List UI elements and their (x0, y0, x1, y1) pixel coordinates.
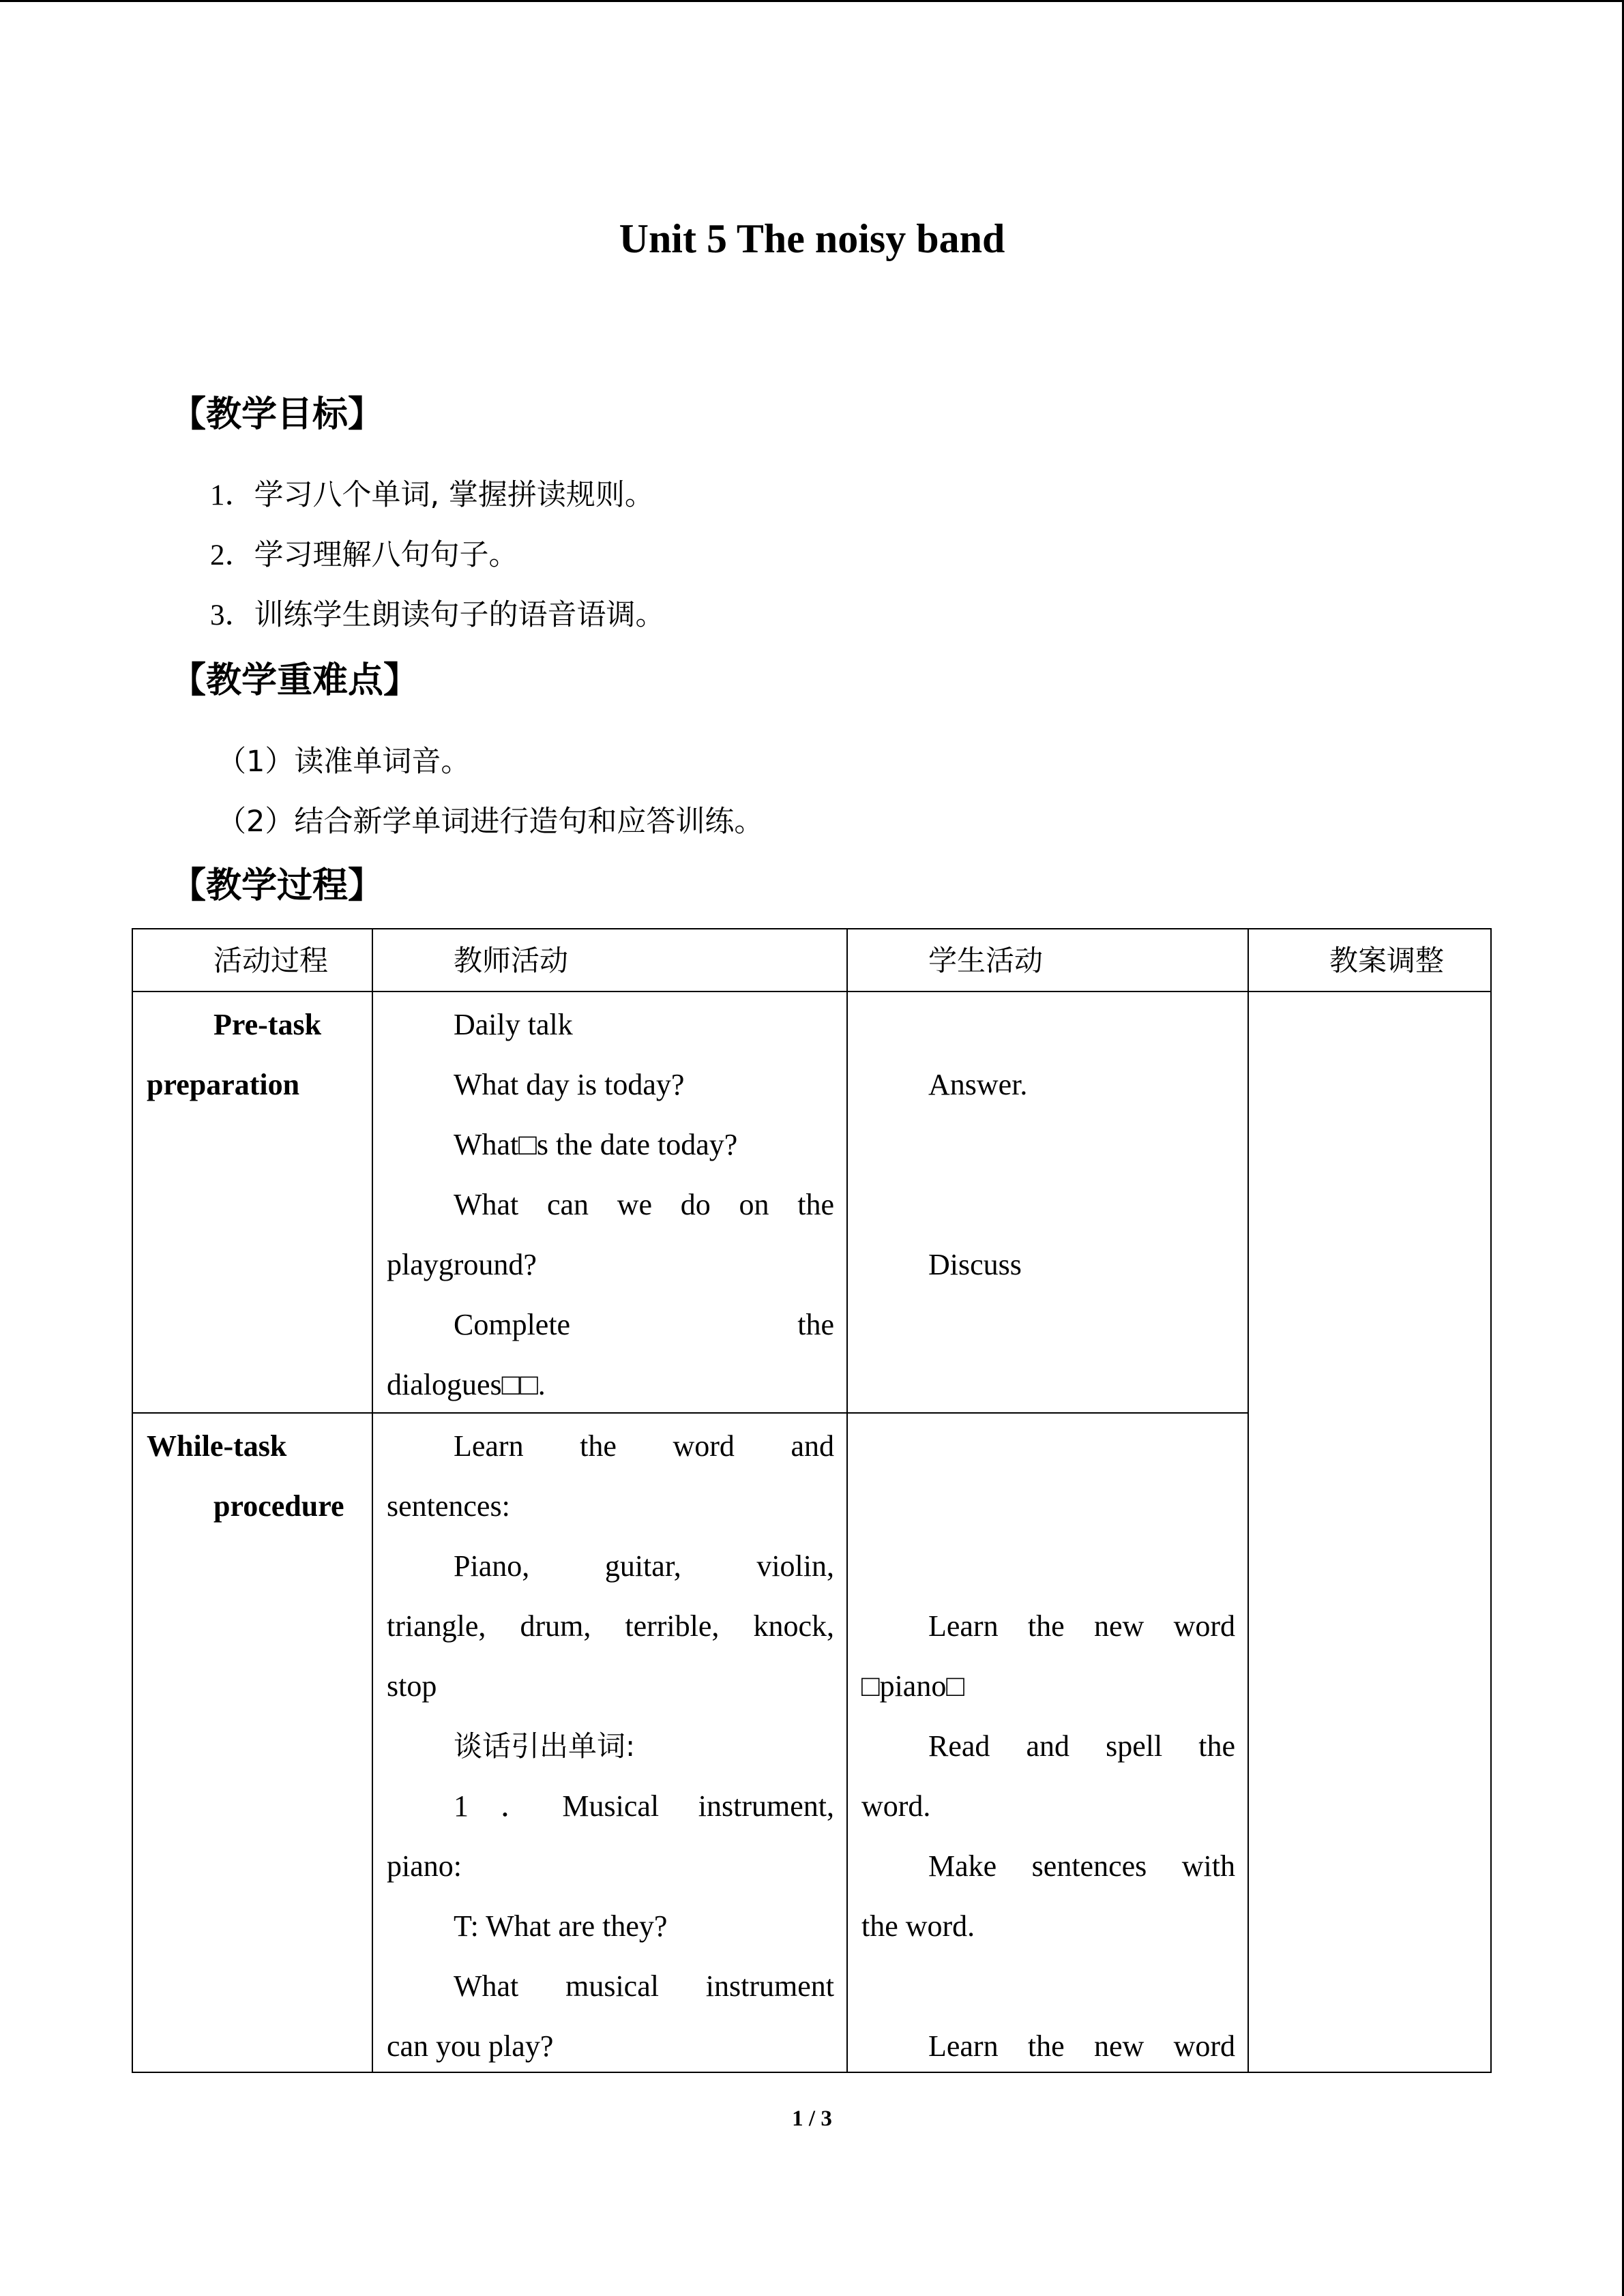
table-border-right (1490, 928, 1492, 2073)
student-line: Discuss (928, 1248, 1022, 1281)
objective-item: 2．学习理解八句句子。 (210, 538, 518, 572)
student-line: □piano□ (861, 1669, 964, 1703)
document-title: Unit 5 The noisy band (619, 216, 1005, 261)
student-line: Learn the new word (928, 1609, 1235, 1643)
stage-label: While-task (147, 1429, 287, 1463)
objective-item: 3．训练学生朗读句子的语音语调。 (210, 598, 665, 632)
process-heading: 【教学过程】 (171, 865, 384, 906)
teacher-line: triangle, drum, terrible, knock, (387, 1609, 834, 1643)
teacher-line: What□s the date today? (454, 1128, 738, 1161)
teacher-line: 1．Musical instrument, (454, 1789, 834, 1823)
student-line: word. (861, 1789, 931, 1823)
lesson-process-table (132, 928, 1492, 2073)
teacher-line: Piano, guitar, violin, (454, 1549, 834, 1583)
row-divider (132, 1412, 1249, 1414)
student-line: Answer. (928, 1068, 1028, 1101)
stage-label: Pre-task (213, 1008, 322, 1041)
header-adjustment: 教案调整 (1329, 944, 1445, 977)
teacher-line: T: What are they? (454, 1909, 668, 1943)
teacher-line: What day is today? (454, 1068, 685, 1101)
teacher-line: Complete the (454, 1308, 834, 1341)
header-student: 学生活动 (928, 944, 1044, 977)
student-line: the word. (861, 1909, 975, 1943)
column-divider (1247, 928, 1249, 2073)
keypoint-item: （2）结合新学单词进行造句和应答训练。 (217, 805, 764, 839)
page-number: 1 / 3 (792, 2106, 832, 2131)
keypoints-heading: 【教学重难点】 (171, 660, 419, 701)
column-divider (372, 928, 373, 2073)
teacher-line: 谈话引出单词: (454, 1729, 636, 1763)
teacher-line: stop (387, 1669, 437, 1703)
teacher-line: What musical instrument (454, 1969, 834, 2003)
header-row-divider (132, 991, 1492, 992)
table-border-top (132, 928, 1492, 929)
teacher-line: dialogues□□. (387, 1368, 546, 1401)
table-border-left (132, 928, 133, 2073)
teacher-line: Daily talk (454, 1008, 573, 1041)
teacher-line: can you play? (387, 2029, 554, 2063)
teacher-line: sentences: (387, 1489, 510, 1523)
objectives-heading: 【教学目标】 (171, 394, 384, 435)
teacher-line: Learn the word and (454, 1429, 834, 1463)
page-top-border (0, 0, 1624, 2)
column-divider (846, 928, 848, 2073)
teacher-line: What can we do on the (454, 1188, 834, 1221)
objective-item: 1．学习八个单词, 掌握拼读规则。 (210, 478, 654, 512)
teacher-line: playground? (387, 1248, 537, 1281)
header-stage: 活动过程 (213, 944, 329, 977)
stage-label: preparation (147, 1068, 300, 1101)
teacher-line: piano: (387, 1849, 462, 1883)
student-line: Read and spell the (928, 1729, 1235, 1763)
header-teacher: 教师活动 (454, 944, 569, 977)
keypoint-item: （1）读准单词音。 (217, 745, 471, 779)
stage-label: procedure (213, 1489, 344, 1523)
table-border-bottom (132, 2072, 1492, 2073)
student-line: Make sentences with (928, 1849, 1235, 1883)
student-line: Learn the new word (928, 2029, 1235, 2063)
